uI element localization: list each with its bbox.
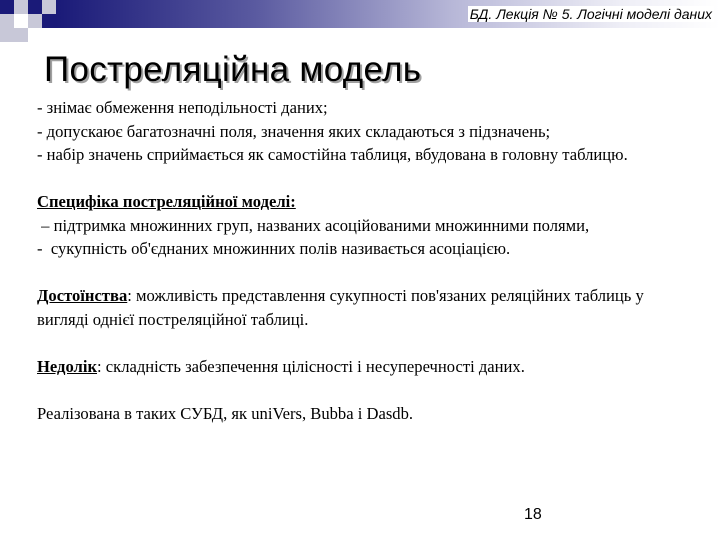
specifics-item-2: - сукупність об'єднаних множинних полів називається асоціацією. <box>37 239 511 258</box>
specifics-heading: Специфіка постреляційної моделі: <box>37 192 296 211</box>
specifics-item-1: – підтримка множинних груп, названих асоційованими множинними полями, <box>37 215 590 235</box>
intro-line-3: - набір значень сприймається як самостійна таблиця, вбудована в головну таблицю. <box>37 145 628 164</box>
advantages-text: : можливість представлення сукупності пов'язаних реляційних таблиць у вигляді однієї постреляційної таблиці. <box>37 286 644 329</box>
intro-line-1: - знімає обмеження неподільності даних; <box>37 98 328 117</box>
implementation-line: Реалізована в таких СУБД, як uniVers, Bubba і Dasdb. <box>37 403 414 423</box>
disadvantage-label: Недолік <box>37 356 98 376</box>
slide-body <box>37 96 697 425</box>
disadvantage-paragraph <box>37 355 697 379</box>
intro-line-2: - допускаює багатозначні поля, значення яких складаються з підзначень; <box>37 121 551 141</box>
page-number: 18 <box>524 506 542 523</box>
slide-title: Постреляційна модель <box>44 50 422 89</box>
lecture-label: БД. Лекція № 5. Логічні моделі даних <box>469 6 712 22</box>
advantages-label: Достоїнства <box>37 286 128 305</box>
advantages-paragraph <box>37 284 697 331</box>
disadvantage-text: : складність забезпечення цілісності і несуперечності даних. <box>97 356 525 376</box>
